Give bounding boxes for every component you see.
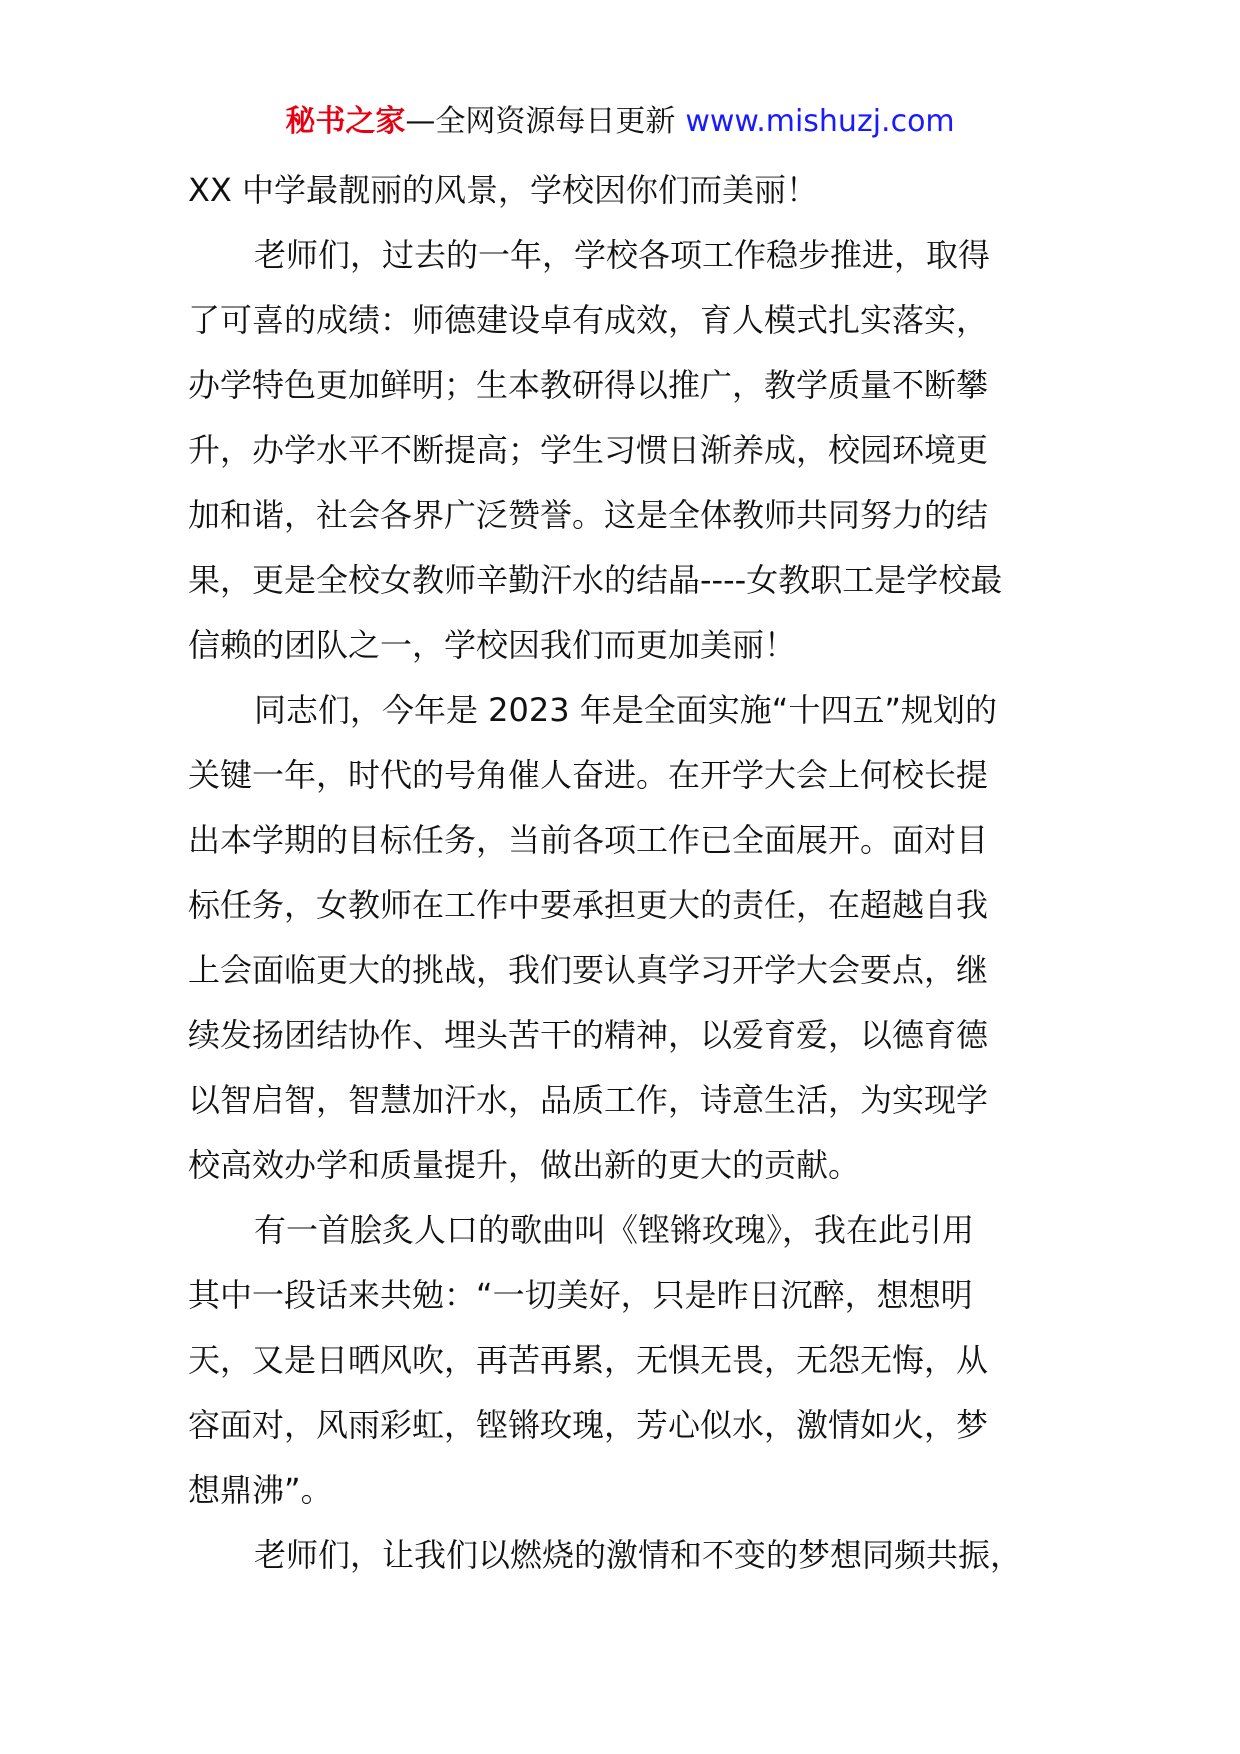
- paragraph: [188, 1198, 1068, 1523]
- document-body: [188, 158, 1068, 1588]
- paragraph: [188, 1523, 1068, 1588]
- text-line: XX 中学最靓丽的风景，学校因你们而美丽！: [188, 171, 819, 209]
- text-line: 关键一年，时代的号角催人奋进。在开学大会上何校长提: [188, 756, 989, 794]
- text-line: 天，又是日晒风吹，再苦再累，无惧无畏，无怨无悔，从: [188, 1341, 989, 1379]
- text-line: 加和谐，社会各界广泛赞誉。这是全体教师共同努力的结: [188, 496, 989, 534]
- text-line: 信赖的团队之一，学校因我们而更加美丽！: [188, 626, 797, 664]
- text-line: 升，办学水平不断提高；学生习惯日渐养成，校园环境更: [188, 431, 989, 469]
- text-line: 其中一段话来共勉：“一切美好，只是昨日沉醉，想想明: [188, 1276, 973, 1314]
- text-line: 出本学期的目标任务，当前各项工作已全面展开。面对目: [188, 821, 989, 859]
- text-line: 办学特色更加鲜明；生本教研得以推广，教学质量不断攀: [188, 366, 989, 404]
- site-url-link[interactable]: www.mishuzj.com: [685, 104, 955, 139]
- text-line: 老师们，过去的一年，学校各项工作稳步推进，取得: [254, 236, 991, 274]
- text-line: 果，更是全校女教师辛勤汗水的结晶----女教职工是学校最: [188, 561, 1003, 599]
- brand-name: 秘书之家: [285, 104, 406, 139]
- text-line: 校高效办学和质量提升，做出新的更大的贡献。: [188, 1146, 861, 1184]
- paragraph: [188, 223, 1068, 678]
- text-line: 容面对，风雨彩虹，铿锵玫瑰，芳心似水，激情如火，梦: [188, 1406, 989, 1444]
- text-line: 上会面临更大的挑战，我们要认真学习开学大会要点，继: [188, 951, 989, 989]
- site-header: [0, 100, 1240, 144]
- text-line: 了可喜的成绩：师德建设卓有成效，育人模式扎实落实，: [188, 301, 989, 339]
- text-line: 续发扬团结协作、埋头苦干的精神，以爱育爱，以德育德: [188, 1016, 989, 1054]
- paragraph: [188, 158, 1068, 223]
- text-line: 老师们，让我们以燃烧的激情和不变的梦想同频共振，: [254, 1536, 1023, 1574]
- paragraph: [188, 678, 1068, 1198]
- text-line: 标任务，女教师在工作中要承担更大的责任，在超越自我: [188, 886, 989, 924]
- text-line: 以智启智，智慧加汗水，品质工作，诗意生活，为实现学: [188, 1081, 989, 1119]
- header-tagline: —全网资源每日更新: [405, 104, 676, 139]
- text-line: 想鼎沸”。: [188, 1471, 333, 1509]
- text-line: 同志们，今年是 2023 年是全面实施“十四五”规划的: [254, 691, 997, 729]
- text-line: 有一首脍炙人口的歌曲叫《铿锵玫瑰》，我在此引用: [254, 1211, 975, 1249]
